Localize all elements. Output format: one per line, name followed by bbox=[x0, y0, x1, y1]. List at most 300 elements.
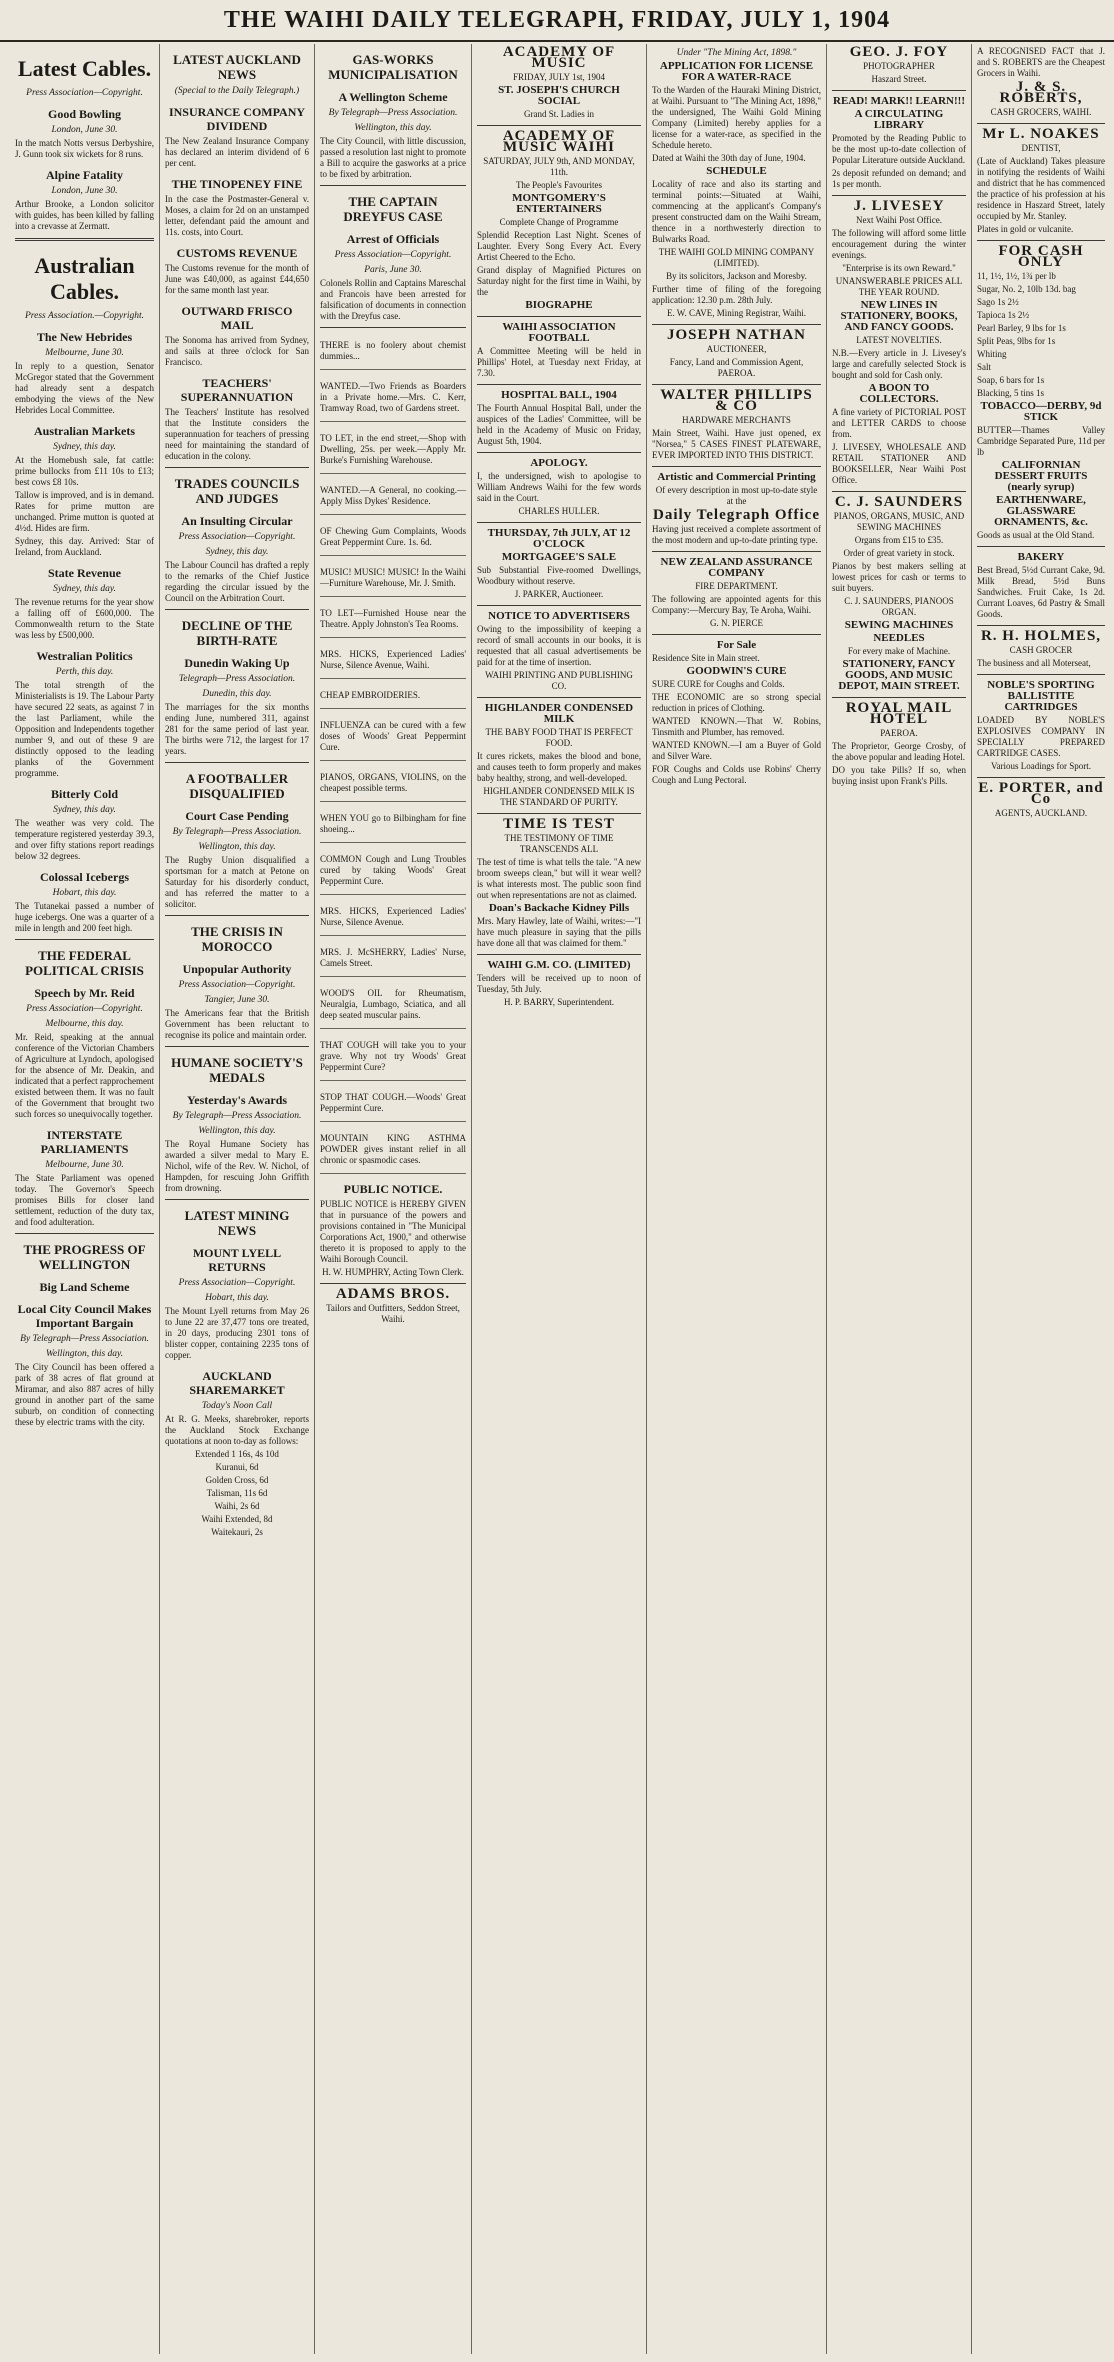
classified-ad bbox=[320, 601, 466, 638]
divider bbox=[15, 939, 154, 940]
divider bbox=[977, 674, 1105, 675]
dateline: Perth, this day. bbox=[55, 667, 114, 677]
divider bbox=[977, 777, 1105, 778]
ad-text: SURE CURE for Coughs and Colds. bbox=[652, 679, 785, 689]
ad-text: SATURDAY, JULY 9th, AND MONDAY, 11th. bbox=[483, 156, 635, 177]
ad-text: MUSIC! MUSIC! MUSIC! In the Waihi—Furniture Warehouse, Mr. J. Smith. bbox=[320, 567, 466, 588]
ad-text: Having just received a complete assortment of the most modern and up-to-date printing type. bbox=[652, 524, 821, 545]
press-note: Press Association—Copyright. bbox=[178, 1278, 296, 1288]
divider bbox=[165, 1046, 309, 1047]
divider bbox=[832, 491, 966, 492]
ad-text: MOUNTAIN KING ASTHMA POWDER gives instant relief in all chronic or spasmodic cases. bbox=[320, 1133, 466, 1165]
subhead: Big Land Scheme bbox=[39, 1280, 130, 1294]
classified-ad bbox=[320, 1085, 466, 1122]
ad-text: Next Waihi Post Office. bbox=[856, 215, 942, 225]
ad-text: THE BABY FOOD THAT IS PERFECT FOOD. bbox=[485, 727, 633, 748]
ad-text: AGENTS, AUCKLAND. bbox=[994, 808, 1088, 818]
headline-teachers: TEACHERS' SUPERANNUATION bbox=[180, 376, 294, 404]
price-row: Blacking, 5 tins 1s bbox=[977, 388, 1044, 398]
article-text: The Americans fear that the British Government has been reluctant to recognise its police and maintain order. bbox=[165, 1008, 309, 1040]
ad-text: TO LET—Furnished House near the Theatre. Apply Johnston's Tea Rooms. bbox=[320, 608, 466, 629]
ad-text: UNANSWERABLE PRICES ALL THE YEAR ROUND. bbox=[835, 276, 963, 297]
ad-text: The Proprietor, George Crosby, of the above popular and leading Hotel. bbox=[832, 741, 966, 762]
article-text: Sydney, this day. Arrived: Star of Ireland, from Auckland. bbox=[15, 536, 154, 557]
ad-text: THE WAIHI GOLD MINING COMPANY (LIMITED). bbox=[658, 247, 815, 268]
ad-text: J. LIVESEY, WHOLESALE AND RETAIL STATIONER AND BOOKSELLER, Near Waihi Post Office. bbox=[832, 442, 966, 485]
ad-title-social: ST. JOSEPH'S CHURCH SOCIAL bbox=[498, 84, 620, 107]
article-text: The Tutanekai passed a number of huge icebergs. One was a quarter of a mile in length and 200 feet high. bbox=[15, 901, 154, 933]
signature: C. J. SAUNDERS, PIANOOS ORGAN. bbox=[844, 596, 954, 617]
price-row: 11, 1½, 1½, 1¾ per lb bbox=[977, 271, 1056, 281]
headline-markets: Australian Markets bbox=[34, 424, 135, 438]
ad-title-highlander: HIGHLANDER CONDENSED MILK bbox=[484, 702, 634, 725]
ad-text: Mrs. Mary Hawley, late of Waihi, writes:—"I have much pleasure in saying that the pills have done all that was claimed for them." bbox=[477, 916, 641, 948]
press-note: By Telegraph—Press Association. bbox=[172, 827, 302, 837]
ad-title-waihi-co: WAIHI G.M. CO. (LIMITED) bbox=[487, 959, 631, 971]
signature: CHARLES HULLER. bbox=[518, 506, 600, 516]
classified-ad bbox=[320, 374, 466, 422]
share-row: Talisman, 11s 6d bbox=[206, 1488, 268, 1498]
ad-text: LOADED BY NOBLE'S EXPLOSIVES COMPANY IN SPECIALLY PREPARED CARTRIDGE CASES. bbox=[977, 715, 1105, 758]
divider bbox=[977, 240, 1105, 241]
classified-ad bbox=[320, 478, 466, 515]
article-text: Colonels Rollin and Captains Mareschal and Francois have been arrested for falsification of documents in connection with the Dreyfus case. bbox=[320, 278, 466, 321]
ad-text: A RECOGNISED FACT that J. and S. ROBERTS are the Cheapest Grocers in Waihi. bbox=[977, 46, 1105, 78]
ad-title-apology: APOLOGY. bbox=[530, 457, 588, 469]
ad-text: Best Bread, 5½d Currant Cake, 9d. Milk Bread, 5½d Buns Sandwiches. Fruit Cake, 1s 2d. Currant Loaves, 6d Pastry & Small Goods. bbox=[977, 565, 1105, 619]
ad-text: WANTED.—A General, no cooking.—Apply Miss Dykes' Residence. bbox=[320, 485, 466, 506]
ad-text: N.B.—Every article in J. Livesey's large and carefully selected Stock is bought and sold for Cash only. bbox=[832, 348, 966, 380]
ad-text: COMMON Cough and Lung Troubles cured by taking Woods' Great Peppermint Cure. bbox=[320, 854, 466, 886]
share-row: Golden Cross, 6d bbox=[205, 1475, 269, 1485]
ad-title-saunders: C. J. SAUNDERS bbox=[834, 494, 964, 510]
ad-title-doans: Doan's Backache Kidney Pills bbox=[488, 902, 630, 914]
column-6 bbox=[827, 44, 972, 2354]
ad-text: Haszard Street. bbox=[871, 74, 927, 84]
headline-humane: HUMANE SOCIETY'S MEDALS bbox=[171, 1055, 303, 1085]
ad-text: AUCTIONEER, bbox=[706, 344, 767, 354]
ad-text: The Fourth Annual Hospital Ball, under the auspices of the Ladies' Committee, will be held in the Academy of Music on Friday, August 5th, 1904. bbox=[477, 403, 641, 446]
ad-text: THAT COUGH will take you to your grave. Why not try Woods' Great Peppermint Cure? bbox=[320, 1040, 466, 1072]
divider bbox=[477, 605, 641, 606]
divider bbox=[165, 467, 309, 468]
divider bbox=[477, 522, 641, 523]
classified-ad bbox=[320, 713, 466, 761]
press-note: Press Association—Copyright. bbox=[334, 250, 452, 260]
ad-header: Under "The Mining Act, 1898." bbox=[676, 48, 797, 58]
price-row: Soap, 6 bars for 1s bbox=[977, 375, 1045, 385]
article-text: The total strength of the Ministerialists is 19. The Labour Party have secured 22 seats, as against 7 in the last Parliament, while the Opposition and Independents together number 9, and out of these 9 are distinctly opposed to the leading planks of the Government programme. bbox=[15, 680, 154, 778]
ad-title-montgomery: MONTGOMERY'S ENTERTAINERS bbox=[512, 192, 606, 215]
divider bbox=[320, 185, 466, 186]
subhead: Local City Council Makes Important Bargain bbox=[17, 1302, 152, 1330]
dateline: Wellington, this day. bbox=[354, 123, 432, 133]
ad-title-cash-only: FOR CASH ONLY bbox=[998, 243, 1084, 270]
divider bbox=[652, 466, 821, 467]
classified-ad bbox=[320, 642, 466, 679]
ad-text: MRS. HICKS, Experienced Ladies' Nurse, Silence Avenue, Waihi. bbox=[320, 649, 466, 670]
signature: G. N. PIERCE bbox=[709, 618, 763, 628]
divider bbox=[477, 125, 641, 126]
headline-trades: TRADES COUNCILS AND JUDGES bbox=[174, 476, 300, 506]
divider bbox=[165, 915, 309, 916]
ad-text: Dated at Waihi the 30th day of June, 1904. bbox=[652, 153, 806, 163]
divider bbox=[15, 1233, 154, 1234]
ad-text: TO LET, in the end street,—Shop with Dwelling, 25s. per week.—Apply Mr. Burke's Furnishing Warehouse. bbox=[320, 433, 466, 465]
article-text: The Royal Humane Society has awarded a silver medal to Mary E. Nichol, wife of the Rev. W. Nichol, of Hampden, for rescuing John Griffith from drowning. bbox=[165, 1139, 309, 1193]
ad-text: Splendid Reception Last Night. Scenes of Laughter. Every Song Every Act. Every Artist Cheered to the Echo. bbox=[477, 230, 641, 262]
subhead: MOUNT LYELL RETURNS bbox=[192, 1246, 282, 1274]
price-row: Salt bbox=[977, 362, 992, 372]
dateline: Hobart, this day. bbox=[205, 1293, 269, 1303]
classified-ad bbox=[320, 981, 466, 1029]
ad-text: STOP THAT COUGH.—Woods' Great Peppermint Cure. bbox=[320, 1092, 466, 1113]
price-row: Split Peas, 9lbs for 1s bbox=[977, 336, 1056, 346]
masthead: THE WAIHI DAILY TELEGRAPH, FRIDAY, JULY 1, 1904 bbox=[0, 0, 1114, 42]
ad-text: Of every description in most up-to-date style at the bbox=[655, 485, 818, 506]
ad-text: Plates in gold or vulcanite. bbox=[977, 224, 1074, 234]
article-text: In the match Notts versus Derbyshire, J. Gunn took six wickets for 8 runs. bbox=[15, 138, 154, 159]
headline-gasworks: GAS-WORKS MUNICIPALISATION bbox=[328, 52, 458, 82]
ad-text: LATEST NOVELTIES. bbox=[856, 335, 942, 345]
ad-text: HARDWARE MERCHANTS bbox=[682, 415, 791, 425]
classified-ad bbox=[320, 899, 466, 936]
article-text: The City Council, with little discussion, passed a resolution last night to promote a Bill to acquire the gasworks at a price to be fixed by arbitration. bbox=[320, 136, 466, 179]
headline-interstate: INTERSTATE PARLIAMENTS bbox=[40, 1128, 129, 1156]
press-note: Press Association—Copyright. bbox=[178, 980, 296, 990]
ad-text: Main Street, Waihi. Have just opened, ex "Norsea," 5 CASES FINEST PLATEWARE, EVER IMPORTED INTO THIS DISTRICT. bbox=[652, 428, 821, 460]
ad-text: WOOD'S OIL for Rheumatism, Neuralgia, Lumbago, Sciatica, and all deep seated muscular pains. bbox=[320, 988, 466, 1020]
price-row: Sago 1s 2½ bbox=[977, 297, 1019, 307]
column-5 bbox=[647, 44, 827, 2354]
article-text: In the case the Postmaster-General v. Moses, a claim for 2d on an unstamped letter, defendant paid the amount and 11s. costs, into Court. bbox=[165, 194, 309, 237]
signature: J. PARKER, Auctioneer. bbox=[514, 589, 604, 599]
ad-text: A fine variety of PICTORIAL POST and LETTER CARDS to choose from. bbox=[832, 407, 966, 439]
ad-title-daily-office: Daily Telegraph Office bbox=[653, 507, 820, 523]
section-title-latest-cables: Latest Cables. bbox=[17, 56, 152, 81]
column-3 bbox=[315, 44, 472, 2354]
ad-title-goodwin: GOODWIN'S CURE bbox=[686, 665, 787, 677]
signature: H. W. HUMPHRY, Acting Town Clerk. bbox=[322, 1267, 464, 1277]
ad-text: CASH GROCER bbox=[1009, 645, 1073, 655]
ad-title-nathan: JOSEPH NATHAN bbox=[667, 327, 806, 343]
headline-birth-rate: DECLINE OF THE BIRTH-RATE bbox=[181, 618, 293, 648]
ad-text: 2s deposit refunded on demand; and 1s per month. bbox=[832, 168, 966, 189]
dateline: London, June 30. bbox=[51, 186, 118, 196]
classified-ad bbox=[320, 426, 466, 474]
ad-text: Owing to the impossibility of keeping a record of small accounts in our books, it is requested that all casual advertisements be paid for at the time of insertion. bbox=[477, 624, 641, 667]
divider bbox=[477, 954, 641, 955]
ad-text: MRS. HICKS, Experienced Ladies' Nurse, Silence Avenue. bbox=[320, 906, 466, 927]
ad-title-library: A CIRCULATING LIBRARY bbox=[854, 108, 944, 131]
section-title-auckland-news: LATEST AUCKLAND NEWS bbox=[173, 52, 301, 82]
article-text: The weather was very cold. The temperature registered yesterday 39.3, and over fifty stations report readings below 32 degrees. bbox=[15, 818, 154, 861]
dateline: Paris, June 30. bbox=[364, 265, 422, 275]
headline-public-notice: PUBLIC NOTICE. bbox=[343, 1182, 443, 1196]
divider bbox=[977, 123, 1105, 124]
ad-title-porter: E. PORTER, and Co bbox=[978, 780, 1104, 807]
column-2 bbox=[160, 44, 315, 2354]
ad-text: THE TESTIMONY OF TIME TRANSCENDS ALL bbox=[504, 833, 614, 854]
divider bbox=[165, 1199, 309, 1200]
ad-title-hospital: HOSPITAL BALL, 1904 bbox=[501, 389, 617, 401]
ad-title-phillips: WALTER PHILLIPS & CO bbox=[660, 387, 813, 414]
ad-text: THERE is no foolery about chemist dummies... bbox=[320, 340, 466, 361]
article-text: PUBLIC NOTICE is HEREBY GIVEN that in pursuance of the powers and provisions contained in "The Municipal Corporations Act, 1900," and otherwise thereto it is proposed to apply to the Waihi Borough Council. bbox=[320, 1199, 466, 1264]
ad-title-football: WAIHI ASSOCIATION FOOTBALL bbox=[502, 321, 616, 344]
headline-morocco: THE CRISIS IN MOROCCO bbox=[191, 924, 283, 954]
share-row: Waitekauri, 2s bbox=[211, 1527, 263, 1537]
share-row: Extended 1 16s, 4s 10d bbox=[195, 1449, 279, 1459]
ad-text: INFLUENZA can be cured with a few doses of Woods' Great Peppermint Cure. bbox=[320, 720, 466, 752]
ad-text: OF Chewing Gum Complaints, Woods Great Peppermint Cure. 1s. 6d. bbox=[320, 526, 466, 547]
ad-text: WHEN YOU go to Bilbingham for fine shoeing... bbox=[320, 813, 466, 834]
ad-title-livesey: J. LIVESEY bbox=[853, 198, 945, 214]
divider bbox=[832, 195, 966, 196]
ad-title-for-sale: For Sale bbox=[716, 639, 757, 651]
ad-title-tobacco: TOBACCO—DERBY, 9d STICK bbox=[980, 400, 1102, 423]
dateline: Tangier, June 30. bbox=[204, 995, 270, 1005]
section-title-australian-cables: Australian Cables. bbox=[34, 253, 135, 304]
ad-text: (Late of Auckland) Takes pleasure in notifying the residents of Waihi and district that he has commenced the practice of his profession at his residence in Haszard Street, lately occupied by Mr. Stanley. bbox=[977, 156, 1105, 221]
signature: H. P. BARRY, Superintendent. bbox=[503, 997, 615, 1007]
divider bbox=[477, 697, 641, 698]
ad-text: The People's Favourites bbox=[515, 180, 603, 190]
ad-title-holmes: R. H. HOLMES, bbox=[980, 628, 1102, 644]
article-text: The City Council has been offered a park of 38 acres of flat ground at Miramar, and also 887 acres of hilly ground in another part of the same suburb, on condition of connecting these by electric trams with the city. bbox=[15, 1362, 154, 1427]
article-text: Tallow is improved, and is in demand. Rates for prime mutton are unchanged. Prime mutton is quoted at 4½d. Hides are firm. bbox=[15, 490, 154, 533]
share-row: Waihi Extended, 8d bbox=[201, 1514, 273, 1524]
ad-text: CASH GROCERS, WAIHI. bbox=[990, 107, 1092, 117]
ad-title-time: TIME IS TEST bbox=[503, 816, 615, 832]
dateline: Sydney, this day. bbox=[53, 805, 116, 815]
classified-ad bbox=[320, 519, 466, 556]
ad-text: PIANOS, ORGANS, MUSIC, AND SEWING MACHINES bbox=[833, 511, 965, 532]
classified-ad bbox=[320, 847, 466, 895]
ad-title-stationery-depot: STATIONERY, FANCY GOODS, AND MUSIC DEPOT, MAIN STREET. bbox=[838, 658, 960, 692]
headline-good-bowling: Good Bowling bbox=[47, 107, 122, 121]
divider bbox=[477, 384, 641, 385]
ad-title-calif: CALIFORNIAN DESSERT FRUITS (nearly syrup) bbox=[994, 459, 1088, 493]
ad-text: A Committee Meeting will be held in Phillips' Hotel, at Tuesday next Friday, at 7.30. bbox=[477, 346, 641, 378]
headline-alpine: Alpine Fatality bbox=[46, 168, 123, 182]
article-text: The marriages for the six months ending June, numbered 311, against 281 for the same period of last year. The births were 712, the largest for 17 years. bbox=[165, 702, 309, 756]
subhead: Speech by Mr. Reid bbox=[34, 986, 135, 1000]
classified-ad bbox=[320, 1126, 466, 1174]
dateline: Sydney, this day. bbox=[53, 584, 116, 594]
article-text: In reply to a question, Senator McGregor stated that the Government had already sent a despatch embodying the views of the New Hebrides Local Committee. bbox=[15, 361, 154, 415]
ad-text: Goods as usual at the Old Stand. bbox=[977, 530, 1095, 540]
ad-text: Grand St. Ladies in bbox=[524, 109, 594, 119]
headline-westralian: Westralian Politics bbox=[36, 649, 133, 663]
divider bbox=[977, 625, 1105, 626]
dateline: Wellington, this day. bbox=[45, 1349, 124, 1359]
ad-text: CHEAP EMBROIDERIES. bbox=[320, 690, 421, 700]
ad-title-thursday: THURSDAY, 7th JULY, AT 12 O'CLOCK bbox=[487, 527, 631, 550]
ad-title-bioscope: BIOGRAPHE bbox=[525, 299, 593, 311]
subhead: Yesterday's Awards bbox=[186, 1093, 288, 1107]
ad-title-license: APPLICATION FOR LICENSE FOR A WATER-RACE bbox=[659, 60, 814, 83]
classified-ad bbox=[320, 333, 466, 370]
ad-text: FOR Coughs and Colds use Robins' Cherry Cough and Lung Pectoral. bbox=[652, 764, 821, 785]
press-note: (Special to the Daily Telegraph.) bbox=[174, 86, 300, 96]
article-text: The New Zealand Insurance Company has declared an interim dividend of 6 per cent. bbox=[165, 136, 309, 168]
dateline: Dunedin, this day. bbox=[202, 689, 272, 699]
ad-title: ADAMS BROS. bbox=[335, 1286, 451, 1302]
headline-dreyfus: THE CAPTAIN DREYFUS CASE bbox=[343, 194, 443, 224]
article-text: The Sonoma has arrived from Sydney, and sails at three o'clock for San Francisco. bbox=[165, 335, 309, 367]
ad-text: Tailors and Outfitters, Seddon Street, Waihi. bbox=[326, 1303, 460, 1324]
headline-state-revenue: State Revenue bbox=[48, 566, 121, 580]
ad-text: WANTED KNOWN.—That W. Robins, Tinsmith and Plumber, has removed. bbox=[652, 716, 821, 737]
headline-federal-crisis: THE FEDERAL POLITICAL CRISIS bbox=[25, 948, 144, 978]
price-row: Whiting bbox=[977, 349, 1007, 359]
press-note: By Telegraph—Press Association. bbox=[328, 108, 458, 118]
ad-text: The following will afford some little encouragement during the winter evenings. bbox=[832, 228, 966, 260]
divider bbox=[165, 762, 309, 763]
ad-text: The following are appointed agents for this Company:—Mercury Bay, Te Aroha, Waihi. bbox=[652, 594, 821, 615]
ad-title-read: READ! MARK!! LEARN!!! bbox=[833, 95, 965, 107]
ad-text: FRIDAY, JULY 1st, 1904 bbox=[512, 72, 606, 82]
headline-sharemarket: AUCKLAND SHAREMARKET bbox=[189, 1369, 285, 1397]
ad-text: For every make of Machine. bbox=[847, 646, 951, 656]
headline-tinopeney: THE TINOPENEY FINE bbox=[171, 177, 303, 191]
price-list bbox=[977, 271, 1105, 399]
ad-title-academy: ACADEMY OF MUSIC bbox=[502, 44, 616, 71]
ad-text: I, the undersigned, wish to apologise to William Andrews Waihi for the few words said in the Court. bbox=[477, 471, 641, 503]
divider bbox=[977, 546, 1105, 547]
ad-title-earthenware: EARTHENWARE, GLASSWARE ORNAMENTS, &c. bbox=[994, 494, 1088, 528]
press-note: Press Association—Copyright. bbox=[178, 532, 296, 542]
ad-text: PHOTOGRAPHER bbox=[863, 61, 935, 71]
ad-text: Sub Substantial Five-roomed Dwellings, Woodbury without reserve. bbox=[477, 565, 641, 586]
divider bbox=[832, 90, 966, 91]
headline-new-hebrides: The New Hebrides bbox=[36, 330, 133, 344]
ad-text: Fancy, Land and Commission Agent, PAEROA. bbox=[669, 357, 804, 378]
ad-title-needles: NEEDLES bbox=[873, 632, 925, 644]
divider bbox=[477, 452, 641, 453]
ad-text: Complete Change of Programme bbox=[499, 217, 619, 227]
article-text: Mr. Reid, speaking at the annual conference of the Victorian Chambers of Agriculture at Lyndoch, apologised for the absence of Mr. Deakin, and indicated that a perfect rapprochement existed between them. It was no fault of the Government that brought two such forces so unequivocally together. bbox=[15, 1032, 154, 1119]
ad-text: The business and all Moterseat, bbox=[977, 658, 1091, 668]
press-note: Telegraph—Press Association. bbox=[178, 674, 296, 684]
classified-ad bbox=[320, 560, 466, 597]
ad-title-stationery: NEW LINES IN STATIONERY, BOOKS, AND FANCY GOODS. bbox=[840, 299, 958, 333]
press-note: By Telegraph—Press Association. bbox=[20, 1334, 149, 1344]
dateline: Wellington, this day. bbox=[198, 842, 276, 852]
divider bbox=[477, 316, 641, 317]
columns bbox=[10, 44, 1110, 2354]
ad-title-sewing: SEWING MACHINES bbox=[844, 619, 954, 631]
ad-title-artistic: Artistic and Commercial Printing bbox=[657, 471, 816, 483]
ad-text: Further time of filing of the foregoing application: 12.30 p.m. 28th July. bbox=[652, 284, 821, 305]
ad-title-sale: MORTGAGEE'S SALE bbox=[501, 551, 617, 563]
dateline: London, June 30. bbox=[51, 125, 118, 135]
headline-mining: LATEST MINING NEWS bbox=[184, 1208, 290, 1238]
subhead: Dunedin Waking Up bbox=[184, 656, 290, 670]
headline-outward: OUTWARD FRISCO MAIL bbox=[181, 304, 293, 332]
ad-title-roberts: J. & S. ROBERTS, bbox=[999, 79, 1083, 106]
headline-insurance: INSURANCE COMPANY DIVIDEND bbox=[168, 105, 306, 133]
ad-text: Locality of race and also its starting and terminal points:—Situated at Waihi, commencing at the applicant's Company's present constructed dam on the Waihi Stream, thence in a northwesterly direction to Bulwarks Road. bbox=[652, 179, 821, 244]
ad-title-royal-mail: ROYAL MAIL HOTEL bbox=[845, 700, 953, 727]
ad-text: BUTTER—Thames Valley Cambridge Separated Pure, 11d per lb bbox=[977, 425, 1105, 457]
headline-footballer: A FOOTBALLER DISQUALIFIED bbox=[185, 771, 289, 801]
ad-title-noakes: Mr L. NOAKES bbox=[982, 126, 1100, 142]
classified-ad bbox=[320, 940, 466, 977]
ad-title-bakery: BAKERY bbox=[1017, 551, 1065, 563]
ad-text: WANTED.—Two Friends as Boarders in a Private home.—Mrs. C. Kerr, Tramway Road, two of Gardens street. bbox=[320, 381, 466, 413]
divider bbox=[652, 551, 821, 552]
price-row: Sugar, No. 2, 10lb 13d. bag bbox=[977, 284, 1076, 294]
headline-icebergs: Colossal Icebergs bbox=[40, 870, 129, 884]
column-4 bbox=[472, 44, 647, 2354]
article-text: The Teachers' Institute has resolved that the Institute considers the superannuation for teachers of pressing need for maintaining the standard of education in the colony. bbox=[165, 407, 309, 461]
ad-text: The test of time is what tells the tale. "A new broom sweeps clean," but will it wear well? is what interests most. The public soon find out when representations are not as claimed. bbox=[477, 857, 641, 900]
divider bbox=[652, 384, 821, 385]
signature: E. W. CAVE, Mining Registrar, Waihi. bbox=[666, 308, 807, 318]
ad-text: DO you take Pills? If so, when buying insist upon Frank's Pills. bbox=[832, 765, 966, 786]
press-note: Press Association—Copyright. bbox=[26, 1004, 143, 1014]
classified-ad bbox=[320, 1033, 466, 1081]
divider bbox=[652, 324, 821, 325]
press-note: Press Association—Copyright. bbox=[26, 88, 143, 98]
ad-text: HIGHLANDER CONDENSED MILK IS THE STANDARD OF PURITY. bbox=[483, 786, 635, 807]
column-1 bbox=[10, 44, 160, 2354]
divider bbox=[320, 1283, 466, 1284]
article-text: The Mount Lyell returns from May 26 to June 22 are 37,477 tons ore treated, in 20 days, producing 2301 tons of blister copper, containing 2235 tons of copper. bbox=[165, 1306, 309, 1360]
ad-text: Tenders will be received up to noon of Tuesday, 5th July. bbox=[477, 973, 641, 994]
article-text: At the Homebush sale, fat cattle: prime bullocks from £11 10s to £13; best cows £8 10s. bbox=[15, 455, 154, 487]
price-row: Tapioca 1s 2½ bbox=[977, 310, 1030, 320]
subhead: A Wellington Scheme bbox=[338, 90, 448, 104]
ad-text: FIRE DEPARTMENT. bbox=[695, 581, 778, 591]
subhead: Court Case Pending bbox=[185, 809, 289, 823]
ad-text: Promoted by the Reading Public to be the most up-to-date collection of Popular Literature outside Auckland. bbox=[832, 133, 966, 165]
signature: WAIHI PRINTING AND PUBLISHING CO. bbox=[485, 670, 633, 691]
ad-text: Pianos by best makers selling at lowest prices for cash or terms to suit buyers. bbox=[832, 561, 966, 593]
dateline: Wellington, this day. bbox=[198, 1126, 276, 1136]
share-list bbox=[165, 1449, 309, 1538]
divider bbox=[15, 238, 154, 241]
ad-text: Grand display of Magnified Pictures on Saturday night for the first time in Waihi, by the bbox=[477, 265, 641, 297]
ad-title-nz-assurance: NEW ZEALAND ASSURANCE COMPANY bbox=[660, 556, 813, 579]
ad-text: DENTIST, bbox=[1021, 143, 1061, 153]
subhead: An Insulting Circular bbox=[181, 514, 293, 528]
headline-bitterly-cold: Bitterly Cold bbox=[51, 787, 118, 801]
share-row: Waihi, 2s 6d bbox=[214, 1501, 260, 1511]
divider bbox=[652, 634, 821, 635]
ad-text: Residence Site in Main street. bbox=[652, 653, 760, 663]
ad-text: WANTED KNOWN.—I am a Buyer of Gold and Silver Ware. bbox=[652, 740, 821, 761]
ad-title-collectors: A BOON TO COLLECTORS. bbox=[859, 382, 939, 405]
ad-text: It cures rickets, makes the blood and bone, and causes teeth to form properly and makes baby healthy, strong, and well-developed. bbox=[477, 751, 641, 783]
price-row: Pearl Barley, 9 lbs for 1s bbox=[977, 323, 1066, 333]
article-text: The Customs revenue for the month of June was £40,000, as against £44,650 for the same month last year. bbox=[165, 263, 309, 295]
divider bbox=[832, 697, 966, 698]
ad-title-academy-2: ACADEMY OF MUSIC WAIHI bbox=[502, 128, 616, 155]
ad-text: Organs from £15 to £35. bbox=[854, 535, 944, 545]
article-text: The State Parliament was opened today. The Governor's Speech promises Bills for closer land settlement, reduction of the duty tax, and food adulteration. bbox=[15, 1173, 154, 1227]
ad-title-notice: NOTICE TO ADVERTISERS bbox=[488, 610, 630, 622]
headline-customs: CUSTOMS REVENUE bbox=[176, 246, 298, 260]
ad-text: PIANOS, ORGANS, VIOLINS, on the cheapest possible terms. bbox=[320, 772, 466, 793]
ad-title-foy: GEO. J. FOY bbox=[849, 44, 949, 60]
ad-text: Various Loadings for Sport. bbox=[991, 761, 1091, 771]
signature: By its solicitors, Jackson and Moresby. bbox=[666, 271, 807, 281]
classified-ad bbox=[320, 765, 466, 802]
article-text: At R. G. Meeks, sharebroker, reports the Auckland Stock Exchange quotations at noon to-day as follows: bbox=[165, 1414, 309, 1446]
